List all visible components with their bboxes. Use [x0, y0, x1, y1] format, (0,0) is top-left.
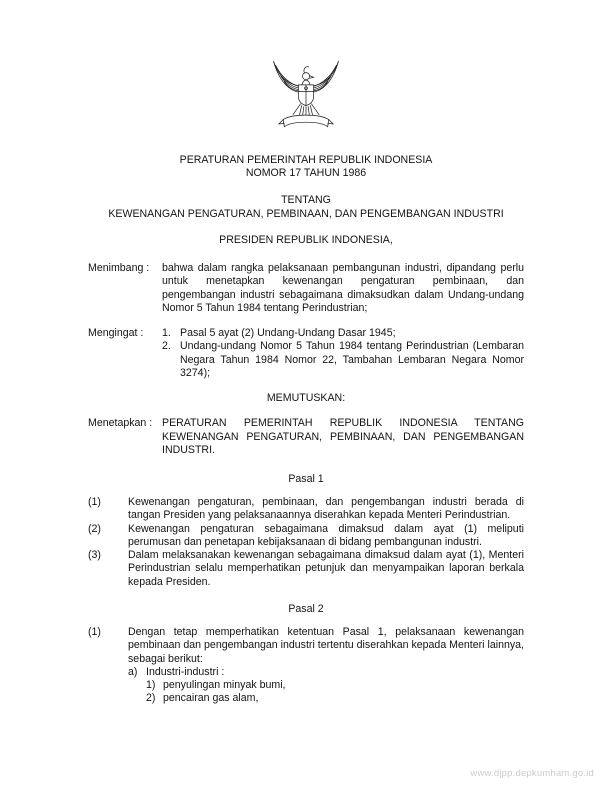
menetapkan-clause: [88, 417, 524, 457]
item-text: Undang-undang Nomor 5 Tahun 1984 tentang Perindustrian (Lembaran Negara Tahun 1984 Nomor 22, Tambahan Lembaran Negara Nomor 3274);: [180, 340, 524, 379]
document-subject: KEWENANGAN PENGATURAN, PEMBINAAN, DAN PENGEMBANGAN INDUSTRI: [108, 207, 504, 220]
ayat-number: (1): [88, 496, 101, 509]
menimbang-label: Menimbang :: [88, 262, 150, 275]
pasal-1-item: [88, 496, 524, 522]
tentang-block: [88, 194, 524, 220]
sub-sub-item: [146, 679, 524, 692]
pasal-1-heading: Pasal 1: [288, 472, 324, 485]
sub-sub-number: 2): [146, 692, 156, 705]
site-watermark: www.djpp.depkumham.go.id: [470, 768, 594, 780]
ayat-text: Kewenangan pengaturan sebagaimana dimaksud dalam ayat (1) meliputi perumusan dan penetapan kebijaksanaan di bidang pembangunan industri.: [128, 522, 524, 548]
garuda-pancasila-emblem: [268, 50, 344, 136]
mengingat-item: [162, 340, 524, 380]
document-title: [88, 154, 524, 180]
tentang-label: TENTANG: [281, 194, 331, 207]
pasal-2-heading: Pasal 2: [288, 602, 324, 615]
ayat-text: Dalam melaksanakan kewenangan sebagaimana dimaksud dalam ayat (1), Menteri Perindustrian selalu memperhatikan petunjuk dan menyampaikan laporan berkala kepada Presiden.: [128, 549, 524, 588]
sub-item-content: [146, 666, 524, 706]
menimbang-clause: [88, 262, 524, 315]
sub-item-text: Industri-industri :: [146, 665, 225, 678]
mengingat-clause: [88, 327, 524, 380]
title-line-1: PERATURAN PEMERINTAH REPUBLIK INDONESIA: [179, 154, 433, 166]
ayat-text: Dengan tetap memperhatikan ketentuan Pasal 1, pelaksanaan kewenangan pembinaan dan pengembangan industri tertentu diserahkan kepada Menteri lainnya, sebagai berikut:: [128, 626, 524, 665]
pasal-2-item: [88, 626, 524, 705]
pasal-1-body: [88, 496, 524, 589]
title-line-2: NOMOR 17 TAHUN 1986: [245, 167, 367, 180]
sub-item-a: [128, 666, 524, 706]
pasal-1-item: [88, 549, 524, 589]
mengingat-label: Mengingat :: [88, 327, 144, 340]
ayat-number: (2): [88, 522, 101, 535]
item-number: 1.: [162, 327, 171, 340]
sub-sub-text: pencairan gas alam,: [163, 692, 259, 705]
pasal-1-item: [88, 523, 524, 549]
menetapkan-text: PERATURAN PEMERINTAH REPUBLIK INDONESIA TENTANG KEWENANGAN PENGATURAN, PEMBINAAN, DAN PENGEMBANGAN INDUSTRI.: [162, 417, 524, 456]
menetapkan-label: Menetapkan :: [88, 417, 153, 430]
sub-sub-number: 1): [146, 679, 156, 692]
ayat-number: (3): [88, 549, 101, 562]
pasal-2-body: [88, 626, 524, 705]
sub-item-letter: a): [128, 665, 138, 678]
presiden-line: PRESIDEN REPUBLIK INDONESIA,: [219, 233, 393, 246]
memutuskan-heading: MEMUTUSKAN:: [266, 392, 346, 405]
sub-sub-item: [146, 692, 524, 705]
item-number: 2.: [162, 340, 171, 353]
ayat-text: Kewenangan pengaturan, pembinaan, dan pengembangan industri berada di tangan Presiden yang pelaksanaannya diserahkan kepada Menteri Perindustrian.: [128, 496, 524, 522]
emblem-container: [88, 50, 524, 136]
item-text: Pasal 5 ayat (2) Undang-Undang Dasar 1945;: [180, 327, 396, 340]
ayat-content: [128, 626, 524, 705]
sub-sub-text: penyulingan minyak bumi,: [163, 679, 286, 692]
mengingat-item: [162, 327, 524, 340]
ayat-number: (1): [88, 626, 101, 639]
mengingat-list: [162, 327, 524, 380]
menimbang-text: bahwa dalam rangka pelaksanaan pembangunan industri, dipandang perlu untuk menetapkan kewenangan pengaturan pembinaan, dan pengembangan industri sebagaimana dimaksudkan dalam Undang-undang Nomor 5 Tahun 1984 tentang Perindustrian;: [162, 262, 524, 314]
